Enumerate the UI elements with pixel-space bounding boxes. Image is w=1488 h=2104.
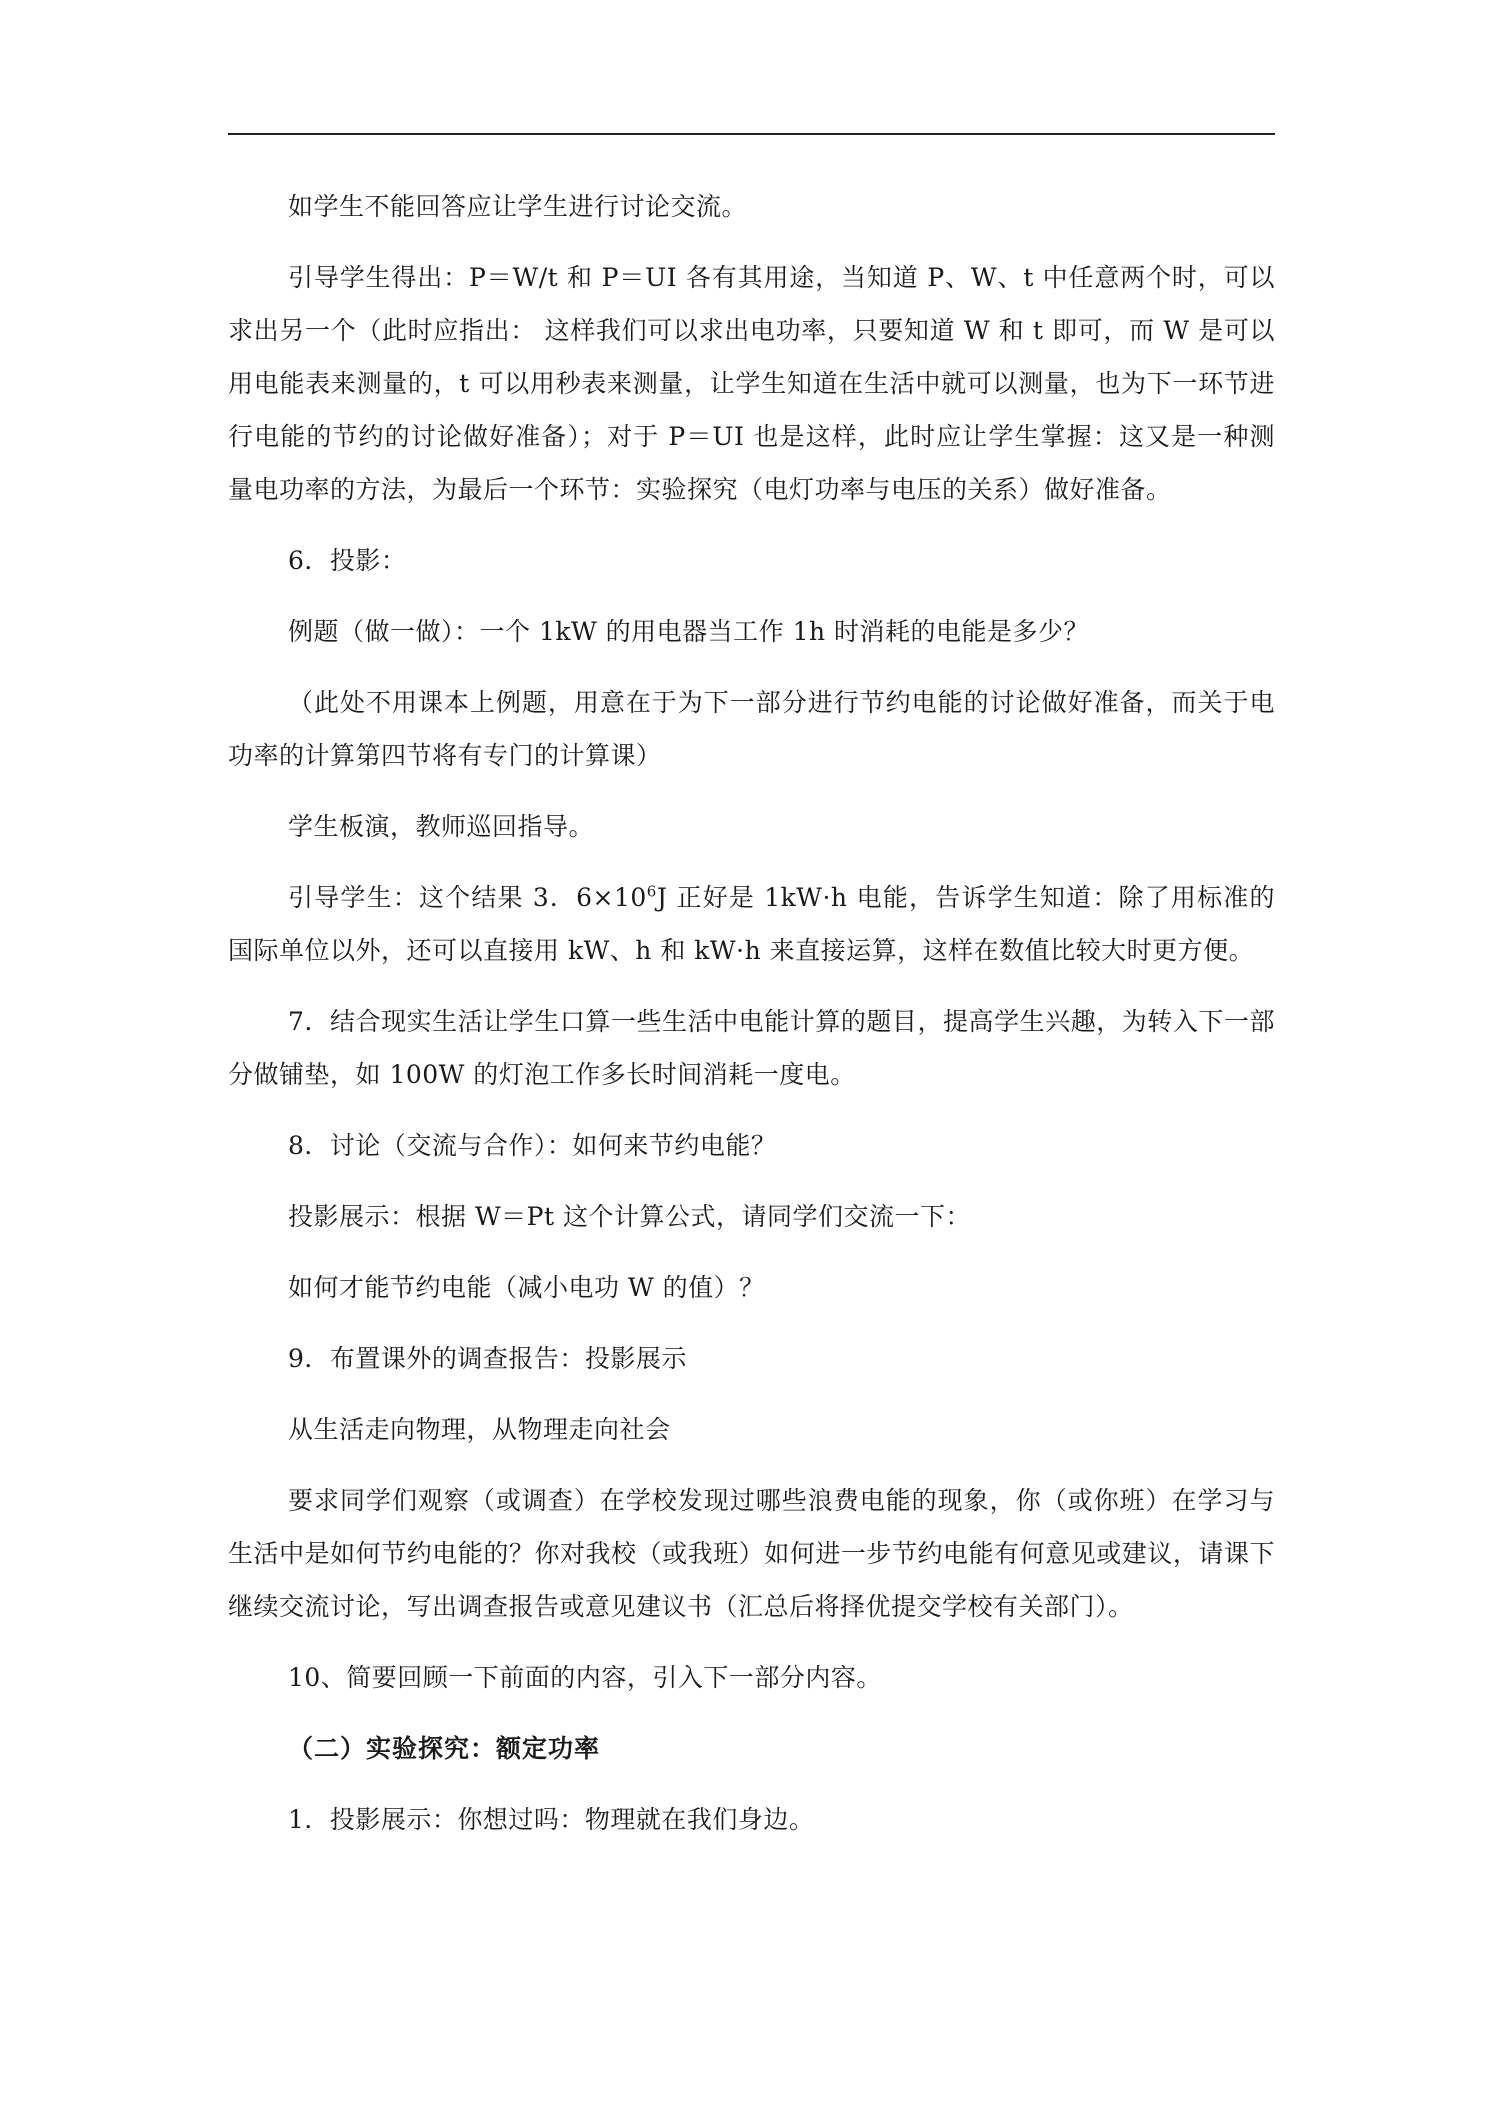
paragraph-unit-conversion (228, 871, 1275, 977)
section-heading: （二）实验探究：额定功率 (288, 1734, 601, 1763)
paragraph-board-practice: 学生板演，教师巡回指导。 (288, 812, 595, 841)
paragraph-step-7: 7．结合现实生活让学生口算一些生活中电能计算的题目，提高学生兴趣，为转入下一部分做铺垫，如 100W 的灯泡工作多长时间消耗一度电。 (228, 1007, 1275, 1089)
paragraph-projection: 投影展示：根据 W＝Pt 这个计算公式，请同学们交流一下： (288, 1202, 971, 1231)
unit-conversion-text-a: 引导学生：这个结果 3．6×10 (288, 883, 647, 912)
paragraph-example-note: （此处不用课本上例题，用意在于为下一部分进行节约电能的讨论做好准备，而关于电功率的计算第四节将有专门的计算课） (228, 688, 1275, 770)
document-body (228, 180, 1275, 1846)
paragraph-example: 例题（做一做）：一个 1kW 的用电器当工作 1h 时消耗的电能是多少？ (288, 617, 1090, 646)
paragraph-step-9: 9．布置课外的调查报告：投影展示 (288, 1344, 687, 1373)
paragraph-section-step-1: 1．投影展示：你想过吗：物理就在我们身边。 (288, 1805, 815, 1834)
paragraph-slogan: 从生活走向物理，从物理走向社会 (288, 1415, 671, 1444)
exponent-superscript: 6 (646, 882, 657, 901)
paragraph-discussion-note: 如学生不能回答应让学生进行讨论交流。 (288, 192, 748, 221)
paragraph-guide-formula: 引导学生得出：P＝W/t 和 P＝UI 各有其用途，当知道 P、W、t 中任意两个时，可以求出另一个（此时应指出： 这样我们可以求出电功率，只要知道 W 和 t 即可，而 W 是可以用电能表来测量的，t 可以用秒表来测量，让学生知道在生活中就可以测量，也为下一环节进行电能的节约的讨论做好准备）；对于 P＝UI 也是这样，此时应让学生掌握：这又是一种测量电功率的方法，为最后一个环节：实验探究（电灯功率与电压的关系）做好准备。 (228, 263, 1275, 504)
paragraph-step-10: 10、简要回顾一下前面的内容，引入下一部分内容。 (288, 1663, 882, 1692)
unit-conversion-text-b: J 正好是 1kW·h 电能，告诉学生知道：除了用标准的国际单位以外，还可以直接用 kW、h 和 kW·h 来直接运算，这样在数值比较大时更方便。 (228, 883, 1275, 965)
header-rule (228, 133, 1275, 135)
paragraph-survey-requirement: 要求同学们观察（或调查）在学校发现过哪些浪费电能的现象，你（或你班）在学习与生活中是如何节约电能的？你对我校（或我班）如何进一步节约电能有何意见或建议，请课下继续交流讨论，写出调查报告或意见建议书（汇总后将择优提交学校有关部门）。 (228, 1486, 1275, 1621)
paragraph-question: 如何才能节约电能（减小电功 W 的值）？ (288, 1273, 765, 1302)
paragraph-step-6: 6．投影： (288, 546, 407, 575)
paragraph-step-8: 8．讨论（交流与合作）：如何来节约电能？ (288, 1131, 777, 1160)
